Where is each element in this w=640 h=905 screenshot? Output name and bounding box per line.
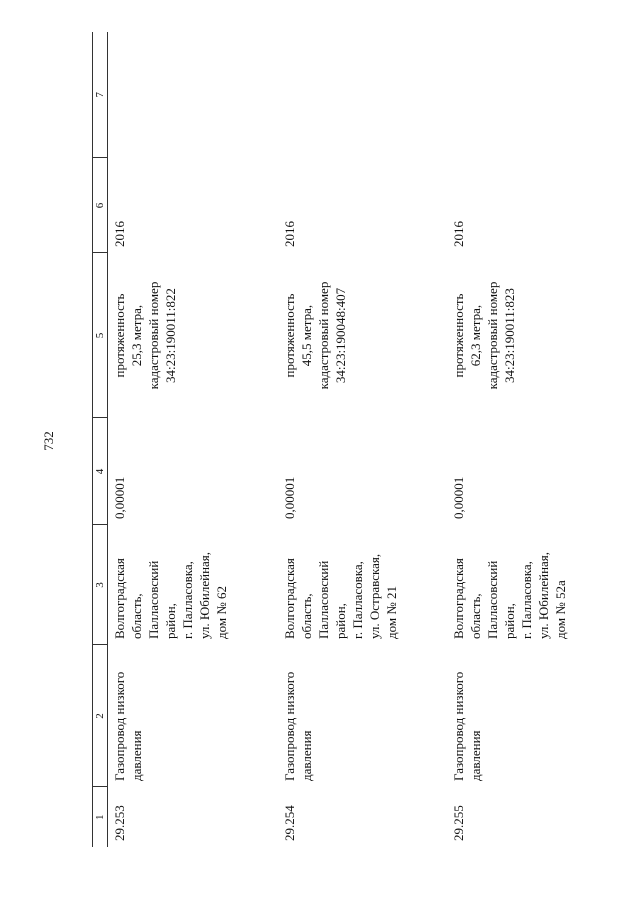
object-name-cell: Газопровод низкого давления — [112, 671, 144, 781]
address-line: дом № 62 — [214, 586, 229, 639]
column-number-row — [93, 32, 108, 847]
address-line: Волгоградская — [112, 558, 127, 639]
column-number: 2 — [93, 645, 108, 787]
page-number: 732 — [41, 431, 56, 451]
notes-cell — [278, 32, 448, 158]
description-line: 25,3 метра, — [129, 304, 144, 367]
object-name-cell: Газопровод низкого давления — [281, 671, 314, 781]
column-number: 4 — [93, 418, 108, 525]
address-line: ул. Юбилейная, — [197, 551, 212, 639]
description-line: 62,3 метра, — [468, 304, 484, 367]
value-cell: 0,00001 — [112, 476, 127, 519]
row-id-cell: 29.254 — [281, 805, 297, 841]
address-line: ул. Остравская, — [366, 553, 382, 639]
registry-table — [92, 32, 617, 847]
column-number: 7 — [93, 32, 108, 158]
address-line: дом № 52а — [553, 580, 569, 639]
table-row — [447, 32, 617, 847]
column-number: 1 — [93, 787, 108, 847]
address-line: дом № 21 — [383, 586, 399, 639]
value-cell: 0,00001 — [451, 476, 467, 519]
row-id-cell: 29.253 — [112, 805, 127, 841]
address-line: Палласовский — [485, 560, 501, 639]
description-line: кадастровый номер — [146, 281, 161, 390]
description-line: протяженность — [451, 293, 467, 378]
description-line: протяженность — [112, 293, 127, 378]
table-row — [278, 32, 448, 847]
column-number: 3 — [93, 525, 108, 645]
notes-cell — [447, 32, 617, 158]
year-cell: 2016 — [281, 221, 297, 247]
address-line: область, — [298, 593, 314, 639]
address-line: Палласовский — [315, 560, 331, 639]
table-row — [108, 32, 278, 847]
notes-cell — [108, 32, 278, 158]
description-line: кадастровый номер — [315, 281, 331, 390]
description-line: 45,5 метра, — [298, 304, 314, 367]
year-cell: 2016 — [451, 221, 467, 247]
row-id-cell: 29.255 — [451, 805, 467, 841]
address-line: г. Палласовка, — [180, 561, 195, 639]
address-line: Волгоградская — [281, 558, 297, 639]
value-cell: 0,00001 — [281, 476, 297, 519]
description-line: кадастровый номер — [485, 281, 501, 390]
address-line: район, — [502, 603, 518, 639]
description-line: 34:23:190048:407 — [332, 287, 348, 384]
address-line: область, — [129, 593, 144, 639]
description-cell — [278, 253, 448, 418]
address-line: район, — [163, 603, 178, 639]
description-cell — [447, 253, 617, 418]
year-cell: 2016 — [112, 221, 127, 247]
address-line: район, — [332, 603, 348, 639]
address-cell — [278, 525, 448, 645]
column-number: 6 — [93, 158, 108, 253]
address-line: Палласовский — [146, 560, 161, 639]
description-line: 34:23:190011:823 — [502, 288, 518, 383]
address-line: г. Палласовка, — [519, 561, 535, 639]
address-line: г. Палласовка, — [349, 561, 365, 639]
address-line: Волгоградская — [451, 558, 467, 639]
object-name-cell: Газопровод низкого давления — [451, 671, 484, 781]
address-line: область, — [468, 593, 484, 639]
description-line: протяженность — [281, 293, 297, 378]
column-number: 5 — [93, 253, 108, 418]
address-line: ул. Юбилейная, — [536, 551, 552, 639]
description-line: 34:23:190011:822 — [163, 288, 178, 383]
description-cell — [108, 253, 278, 418]
address-cell — [108, 525, 278, 645]
address-cell — [447, 525, 617, 645]
